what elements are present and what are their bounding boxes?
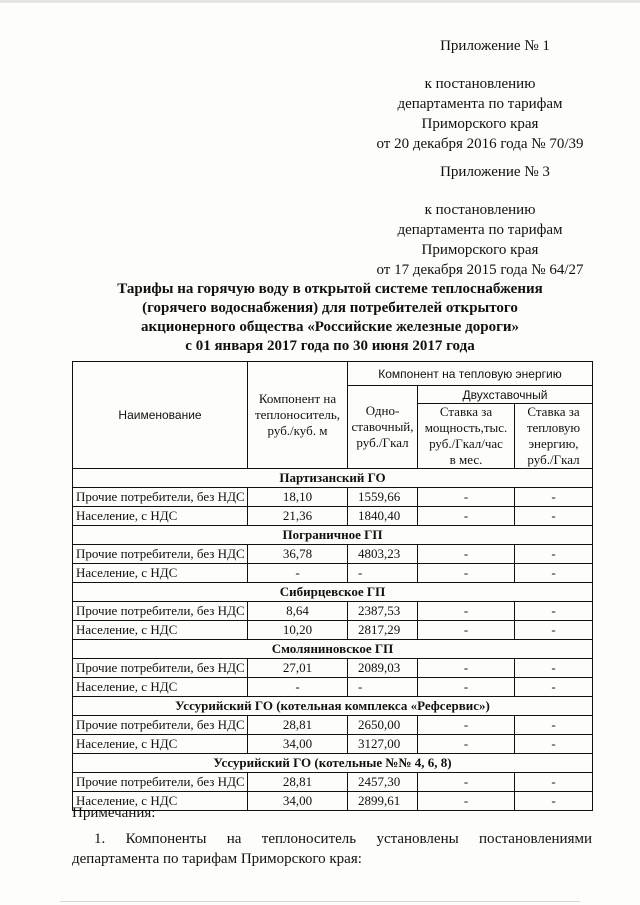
capacity-rate-cell: - [418, 507, 515, 526]
capacity-rate-cell: - [418, 678, 515, 697]
consumer-name-cell: Прочие потребители, без НДС [73, 545, 248, 564]
notes-heading: Примечания: [72, 805, 156, 821]
heat-rate-cell: - [515, 488, 593, 507]
consumer-name-cell: Население, с НДС [73, 792, 248, 811]
carrier-rate-cell: 27,01 [248, 659, 348, 678]
header-heat [515, 404, 593, 469]
consumer-name-cell: Население, с НДС [73, 564, 248, 583]
single-rate-cell: 1840,40 [348, 507, 418, 526]
carrier-rate-cell: 36,78 [248, 545, 348, 564]
carrier-rate-cell: 28,81 [248, 773, 348, 792]
title-line: с 01 января 2017 года по 30 июня 2017 года [185, 338, 475, 354]
header-double: Двухставочный [418, 386, 593, 404]
scan-bottom-edge [60, 901, 580, 902]
table-row [73, 621, 593, 640]
consumer-name-cell: Прочие потребители, без НДС [73, 602, 248, 621]
heat-rate-cell: - [515, 507, 593, 526]
region-name: Уссурийский ГО (котельные №№ 4, 6, 8) [73, 754, 593, 773]
single-rate-cell: 2387,53 [348, 602, 418, 621]
consumer-name-cell: Население, с НДС [73, 735, 248, 754]
scan-top-edge [0, 0, 640, 3]
region-header-row [73, 754, 593, 773]
header-heat-line: тепловую [526, 420, 581, 435]
appendix-1-line: департамента по тарифам [397, 96, 563, 112]
heat-rate-cell: - [515, 716, 593, 735]
heat-rate-cell: - [515, 564, 593, 583]
title-line: акционерного общества «Российские железные дороги» [140, 319, 520, 335]
capacity-rate-cell: - [418, 659, 515, 678]
header-capacity-line: Ставка за [439, 404, 493, 419]
notes-section [72, 803, 592, 869]
header-capacity-line: мощность,тыс. [424, 420, 508, 435]
capacity-rate-cell: - [418, 773, 515, 792]
consumer-name-cell: Население, с НДС [73, 678, 248, 697]
tariff-table [72, 361, 593, 811]
consumer-name-cell: Население, с НДС [73, 507, 248, 526]
consumer-name-cell: Прочие потребители, без НДС [73, 716, 248, 735]
title-line: Тарифы на горячую воду в открытой системе теплоснабжения [117, 281, 543, 297]
table-row [73, 659, 593, 678]
region-name: Партизанский ГО [73, 469, 593, 488]
appendix-3-line: к постановлению [424, 202, 536, 218]
single-rate-cell: 2899,61 [348, 792, 418, 811]
region-header-row [73, 697, 593, 716]
region-header-row [73, 526, 593, 545]
title-line: (горячего водоснабжения) для потребителей открытого [142, 300, 518, 316]
heat-rate-cell: - [515, 773, 593, 792]
capacity-rate-cell: - [418, 564, 515, 583]
single-rate-cell: 1559,66 [348, 488, 418, 507]
header-single [348, 386, 418, 469]
table-row [73, 602, 593, 621]
header-heat-line: Ставка за [527, 404, 580, 419]
header-single-line: Одно- [365, 403, 400, 418]
table-row [73, 735, 593, 754]
note-item-1-line-1: 1. Компоненты на теплоноситель установлены постановлениями [94, 831, 592, 847]
carrier-rate-cell: - [248, 678, 348, 697]
carrier-rate-cell: - [248, 564, 348, 583]
appendix-1-line: к постановлению [424, 76, 536, 92]
appendix-3-line: от 17 декабря 2015 года № 64/27 [376, 262, 584, 278]
table-row [73, 564, 593, 583]
appendix-3-line: Приморского края [421, 242, 539, 258]
header-single-line: руб./Гкал [356, 435, 409, 450]
single-rate-cell: 4803,23 [348, 545, 418, 564]
region-name: Смоляниновское ГП [73, 640, 593, 659]
tariff-table-body [73, 469, 593, 811]
table-row [73, 716, 593, 735]
appendix-1-block [360, 36, 600, 154]
table-row [73, 678, 593, 697]
appendix-1-line: Приморского края [421, 116, 539, 132]
capacity-rate-cell: - [418, 545, 515, 564]
single-rate-cell: 3127,00 [348, 735, 418, 754]
capacity-rate-cell: - [418, 792, 515, 811]
carrier-rate-cell: 18,10 [248, 488, 348, 507]
single-rate-cell: - [348, 564, 418, 583]
header-carrier-line: Компонент на [258, 391, 337, 406]
table-row [73, 773, 593, 792]
single-rate-cell: 2089,03 [348, 659, 418, 678]
single-rate-cell: 2817,29 [348, 621, 418, 640]
region-header-row [73, 583, 593, 602]
region-name: Пограничное ГП [73, 526, 593, 545]
carrier-rate-cell: 10,20 [248, 621, 348, 640]
region-name: Сибирцевское ГП [73, 583, 593, 602]
header-capacity [418, 404, 515, 469]
single-rate-cell: 2650,00 [348, 716, 418, 735]
appendix-3-line: департамента по тарифам [397, 222, 563, 238]
heat-rate-cell: - [515, 545, 593, 564]
consumer-name-cell: Население, с НДС [73, 621, 248, 640]
carrier-rate-cell: 34,00 [248, 792, 348, 811]
region-name: Уссурийский ГО (котельная комплекса «Рефсервис») [73, 697, 593, 716]
appendix-1-line: от 20 декабря 2016 года № 70/39 [376, 136, 584, 152]
note-item-1-line-2: департамента по тарифам Приморского края: [72, 851, 362, 867]
region-header-row [73, 640, 593, 659]
header-capacity-line: в мес. [449, 452, 483, 467]
consumer-name-cell: Прочие потребители, без НДС [73, 773, 248, 792]
header-capacity-line: руб./Гкал/час [429, 436, 503, 451]
appendix-1-heading: Приложение № 1 [440, 38, 550, 54]
document-title [80, 280, 580, 356]
heat-rate-cell: - [515, 659, 593, 678]
heat-rate-cell: - [515, 602, 593, 621]
appendix-3-block [360, 162, 600, 280]
header-carrier [248, 362, 348, 469]
consumer-name-cell: Прочие потребители, без НДС [73, 488, 248, 507]
header-carrier-line: руб./куб. м [267, 423, 328, 438]
appendix-3-heading: Приложение № 3 [440, 164, 550, 180]
table-row [73, 488, 593, 507]
header-energy: Компонент на тепловую энергию [348, 362, 593, 386]
heat-rate-cell: - [515, 735, 593, 754]
capacity-rate-cell: - [418, 488, 515, 507]
capacity-rate-cell: - [418, 735, 515, 754]
capacity-rate-cell: - [418, 716, 515, 735]
header-single-line: ставочный, [351, 419, 414, 434]
header-name: Наименование [73, 362, 248, 469]
carrier-rate-cell: 8,64 [248, 602, 348, 621]
header-heat-line: руб./Гкал [527, 452, 580, 467]
capacity-rate-cell: - [418, 621, 515, 640]
capacity-rate-cell: - [418, 602, 515, 621]
region-header-row [73, 469, 593, 488]
consumer-name-cell: Прочие потребители, без НДС [73, 659, 248, 678]
heat-rate-cell: - [515, 678, 593, 697]
header-heat-line: энергию, [528, 436, 579, 451]
carrier-rate-cell: 21,36 [248, 507, 348, 526]
heat-rate-cell: - [515, 792, 593, 811]
header-carrier-line: теплоноситель, [254, 407, 341, 422]
single-rate-cell: 2457,30 [348, 773, 418, 792]
carrier-rate-cell: 28,81 [248, 716, 348, 735]
carrier-rate-cell: 34,00 [248, 735, 348, 754]
heat-rate-cell: - [515, 621, 593, 640]
table-row [73, 545, 593, 564]
single-rate-cell: - [348, 678, 418, 697]
table-row [73, 507, 593, 526]
